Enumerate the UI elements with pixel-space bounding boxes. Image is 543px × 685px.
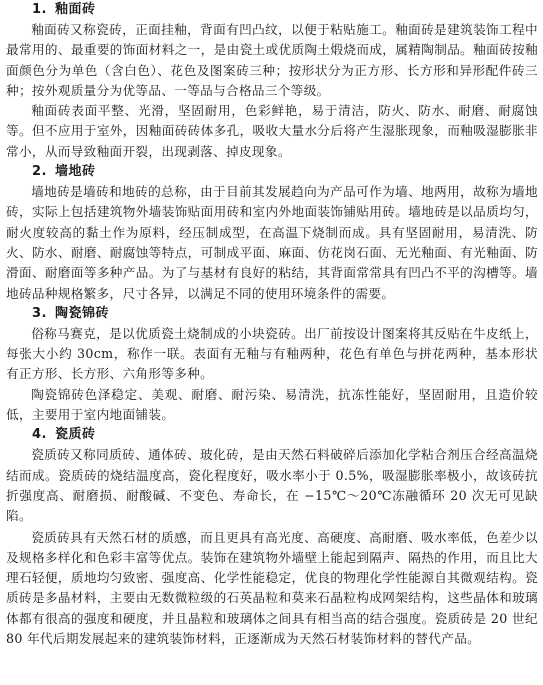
paragraph: 瓷质砖又称同质砖、通体砖、玻化砖，是由天然石料破碎后添加化学粘合剂压合经高温烧结而成。瓷质砖的烧结温度高，瓷化程度好，吸水率小于 0.5%，吸湿膨胀率极小，故该砖抗折强度高、耐磨损、耐酸碱、不变色、寿命长，在 −15℃～20℃冻融循环 20 次无可见缺陷。: [6, 447, 538, 524]
section-number: 3.: [32, 305, 47, 321]
section-heading-mosaic-tile: [6, 304, 538, 324]
document-page: [6, 0, 538, 685]
section-number: 1.: [32, 2, 47, 17]
section-title: 墙地砖: [54, 164, 96, 180]
section-heading-glazed-tile: [6, 0, 538, 20]
section-title: 釉面砖: [54, 2, 96, 17]
paragraph: 釉面砖又称瓷砖，正面挂釉，背面有凹凸纹，以便于粘贴施工。釉面砖是建筑装饰工程中最常用的、最重要的饰面材料之一，是由瓷土或优质陶土煅烧而成，属精陶制品。釉面砖按釉面颜色分为单色（含白色）、花色及图案砖三种；按形状分为正方形、长方形和异形配件砖三种；按外观质量分为优等品、一等品与合格品三个等级。: [6, 22, 538, 98]
section-number: 2.: [32, 164, 47, 180]
section-heading-wall-floor-tile: [6, 162, 538, 182]
section-number: 4.: [32, 427, 47, 443]
paragraph: 瓷质砖具有天然石材的质感，而且更具有高光度、高硬度、高耐磨、吸水率低，色差少以及规格多样化和色彩丰富等优点。装饰在建筑物外墙壁上能起到隔声、隔热的作用，而且比大理石轻便，质地均匀致密、强度高、化学性能稳定，优良的物理化学性能源自其微观结构。瓷质砖是多晶材料，主要由无数微粒级的石英晶粒和莫来石晶粒构成网架结构，这些晶体和玻璃体都有很高的强度和硬度，并且晶粒和玻璃体之间具有相当高的结合强度。瓷质砖是 20 世纪 80 年代后期发展起来的建筑装饰材料，正逐渐成为天然石材装饰材料的替代产品。: [6, 529, 538, 647]
section-title: 陶瓷锦砖: [54, 305, 109, 321]
paragraph: 俗称马赛克，是以优质瓷土烧制成的小块瓷砖。出厂前按设计图案将其反贴在牛皮纸上，每张大小约 30cm，称作一联。表面有无釉与有釉两种，花色有单色与拼花两种，基本形状有正方形、长方形、六角形等多种。: [6, 325, 538, 382]
paragraph: 墙地砖是墙砖和地砖的总称，由于目前其发展趋向为产品可作为墙、地两用，故称为墙地砖，实际上包括建筑物外墙装饰贴面用砖和室内外地面装饰铺贴用砖。墙地砖是以品质均匀，耐火度较高的黏土作为原料，经压制成型，在高温下烧制而成。具有坚固耐用，易清洗、防火、防水、耐磨、耐腐蚀等特点，可制成平面、麻面、仿花岗石面、无光釉面、有光釉面、防滑面、耐磨面等多种产品。为了与基材有良好的粘结，其背面常常具有凹凸不平的沟槽等。墙地砖品种规格繁多，尺寸各异，以满足不同的使用环境条件的需要。: [6, 184, 538, 301]
paragraph: 陶瓷锦砖色泽稳定、美观、耐磨、耐污染、易清洗，抗冻性能好，坚固耐用，且造价较低，主要用于室内地面铺装。: [6, 386, 538, 423]
section-title: 瓷质砖: [54, 427, 96, 443]
section-heading-porcelain-tile: [6, 425, 538, 445]
paragraph: 釉面砖表面平整、光滑，坚固耐用，色彩鲜艳，易于清洁，防火、防水、耐磨、耐腐蚀等。但不应用于室外，因釉面砖砖体多孔，吸收大量水分后将产生湿胀现象，而釉吸湿膨胀非常小，从而导致釉面开裂，出现剥落、掉皮现象。: [6, 103, 538, 159]
